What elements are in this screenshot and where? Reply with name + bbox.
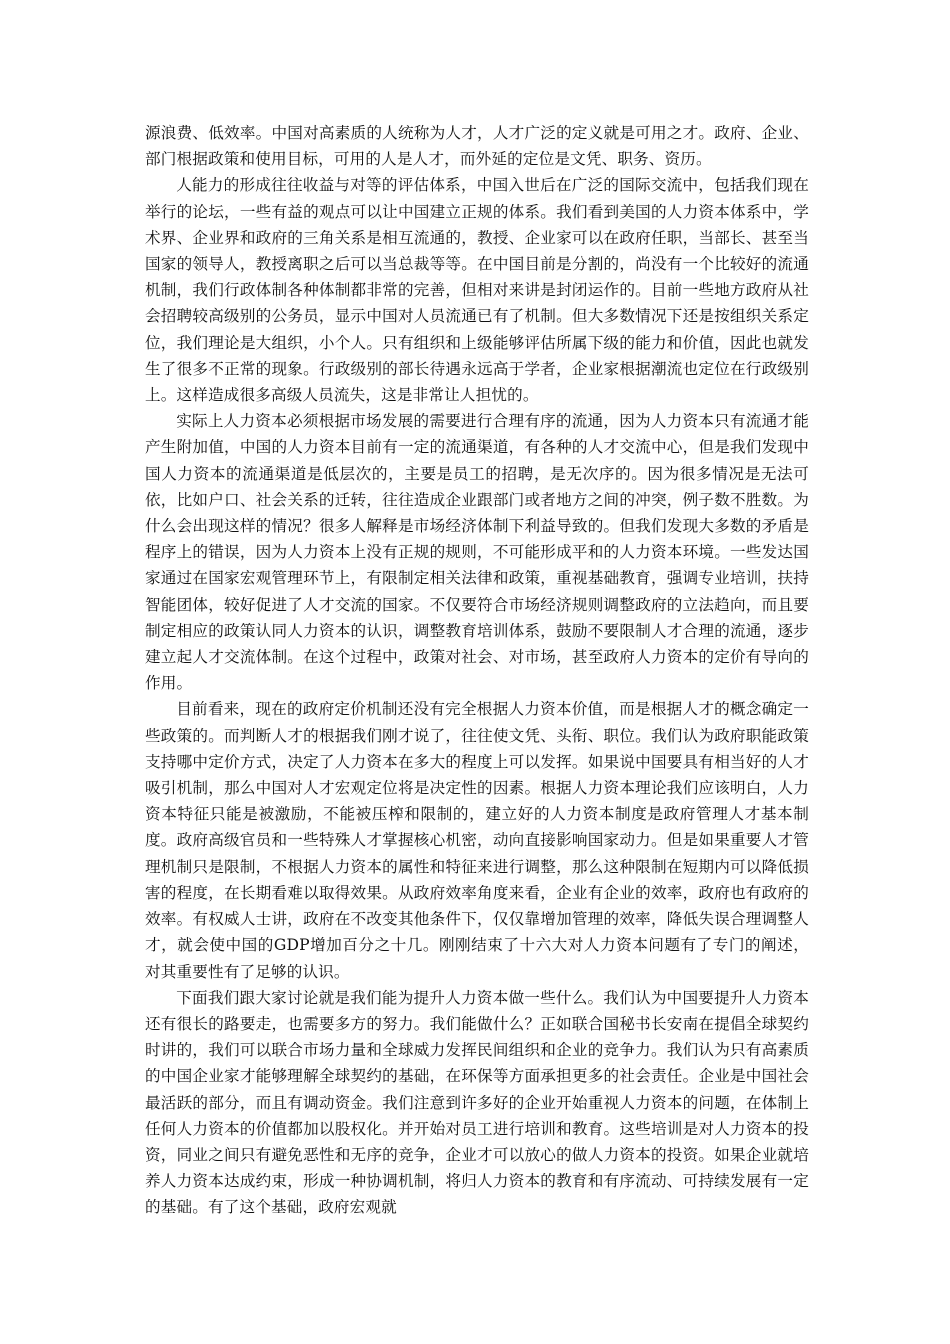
paragraph-5: 下面我们跟大家讨论就是我们能为提升人力资本做一些什么。我们认为中国要提升人力资本还有很长的路要走，也需要多方的努力。我们能做什么？正如联合国秘书长安南在提倡全球契约时讲的，我们可以联合市场力量和全球威力发挥民间组织和企业的竞争力。我们认为只有高素质的中国企业家才能够理解全球契约的基础，在环保等方面承担更多的社会责任。企业是中国社会最活跃的部分，而且有调动资金。我们注意到许多好的企业开始重视人力资本的问题，在体制上任何人力资本的价值都加以股权化。并开始对员工进行培训和教育。这些培训是对人力资本的投资，同业之间只有避免恶性和无序的竞争，企业才可以放心的做人力资本的投资。如果企业就培养人力资本达成约束，形成一种协调机制，将归人力资本的教育和有序流动、可持续发展有一定的基础。有了这个基础，政府宏观就 <box>145 988 809 1217</box>
paragraph-4: 目前看来，现在的政府定价机制还没有完全根据人力资本价值，而是根据人才的概念确定一些政策的。而判断人才的根据我们刚才说了，往往使文凭、头衔、职位。我们认为政府职能政策支持哪中定价方式，决定了人力资本在多大的程度上可以发挥。如果说中国要具有相当好的人才吸引机制，那么中国对人才宏观定位将是决定性的因素。根据人力资本理论我们应该明白，人力资本特征只能是被激励，不能被压榨和限制的，建立好的人力资本制度是政府管理人才基本制度。政府高级官员和一些特殊人才掌握核心机密，动向直接影响国家动力。但是如果重要人才管理机制只是限制，不根据人力资本的属性和特征来进行调整，那么这种限制在短期内可以降低损害的程度，在长期看难以取得效果。从政府效率角度来看，企业有企业的效率，政府也有政府的效率。有权威人士讲，政府在不改变其他条件下，仅仅靠增加管理的效率，降低失误合理调整人才，就会使中国的GDP增加百分之十几。刚刚结束了十六大对人力资本问题有了专门的阐述，对其重要性有了足够的认识。 <box>145 700 809 981</box>
document-body <box>145 120 809 1221</box>
paragraph-2: 人能力的形成往往收益与对等的评估体系，中国入世后在广泛的国际交流中，包括我们现在举行的论坛，一些有益的观点可以让中国建立正规的体系。我们看到美国的人力资本体系中，学术界、企业界和政府的三角关系是相互流通的，教授、企业家可以在政府任职，当部长、甚至当国家的领导人，教授离职之后可以当总裁等等。在中国目前是分割的，尚没有一个比较好的流通机制，我们行政体制各种体制都非常的完善，但相对来讲是封闭运作的。目前一些地方政府从社会招聘较高级别的公务员，显示中国对人员流通已有了机制。但大多数情况下还是按组织关系定位，我们理论是大组织，小个人。只有组织和上级能够评估所属下级的能力和价值，因此也就发生了很多不正常的现象。行政级别的部长待遇永远高于学者，企业家根据潮流也定位在行政级别上。这样造成很多高级人员流失，这是非常让人担忧的。 <box>145 176 809 405</box>
paragraph-3: 实际上人力资本必须根据市场发展的需要进行合理有序的流通，因为人力资本只有流通才能产生附加值，中国的人力资本目前有一定的流通渠道，有各种的人才交流中心，但是我们发现中国人力资本的流通渠道是低层次的，主要是员工的招聘，是无次序的。因为很多情况是无法可依，比如户口、社会关系的迁转，往往造成企业跟部门或者地方之间的冲突，例子数不胜数。为什么会出现这样的情况？很多人解释是市场经济体制下利益导致的。但我们发现大多数的矛盾是程序上的错误，因为人力资本上没有正规的规则，不可能形成平和的人力资本环境。一些发达国家通过在国家宏观管理环节上，有限制定相关法律和政策，重视基础教育，强调专业培训，扶持智能团体，较好促进了人才交流的国家。不仅要符合市场经济规则调整政府的立法趋向，而且要制定相应的政策认同人力资本的认识，调整教育培训体系，鼓励不要限制人才合理的流通，逐步建立起人才交流体制。在这个过程中，政策对社会、对市场，甚至政府人力资本的定价有导向的作用。 <box>145 412 809 693</box>
paragraph-1: 源浪费、低效率。中国对高素质的人统称为人才，人才广泛的定义就是可用之才。政府、企业、部门根据政策和使用目标，可用的人是人才，而外延的定位是文凭、职务、资历。 <box>145 124 809 169</box>
